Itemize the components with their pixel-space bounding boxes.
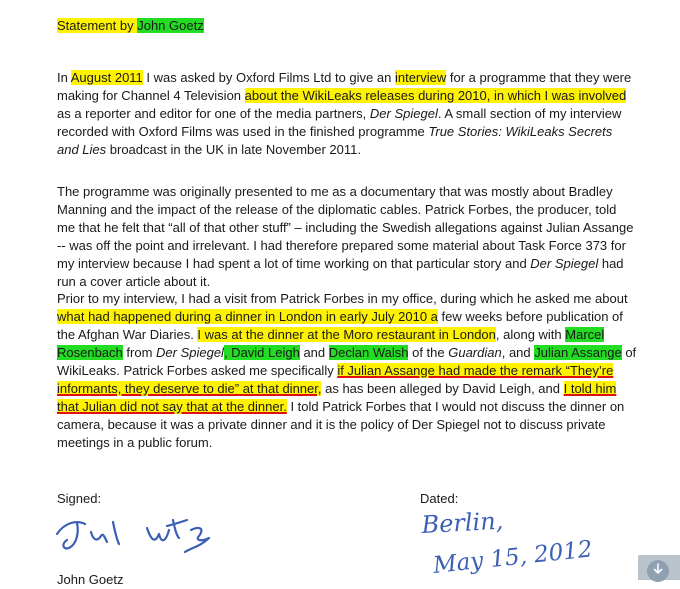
p1-text: In (57, 70, 71, 85)
handwritten-date-text: May 15, 2012 (431, 536, 594, 579)
paragraph-intro (57, 69, 637, 159)
handwritten-place: Berlin, (420, 506, 504, 539)
title-prefix: Statement by (57, 18, 138, 33)
p1-text: broadcast in the UK in late November 2011. (106, 142, 362, 157)
scroll-down-button[interactable] (638, 555, 680, 580)
p3-text: I told Patrick Forbes that I would not discuss the dinner on camera, because it was a private dinner and it is the policy of Der Spiegel not to discuss private meetings in a public forum. (57, 399, 625, 450)
p3-text: , and (501, 345, 535, 360)
p3-highlight-moro-restaurant: I was at the dinner at the Moro restaurant in London (197, 327, 496, 342)
handwritten-signature (55, 508, 220, 560)
statement-title (57, 16, 204, 36)
p3-text: Prior to my interview, I had a visit from Patrick Forbes in my office, during which he asked me about (57, 291, 628, 306)
p1-text: I was asked by Oxford Films Ltd to give an (142, 70, 395, 85)
p1-italic-der-spiegel: Der Spiegel (369, 106, 438, 121)
p3-highlight-did-not-say: I told him that Julian did not say that at the dinner. (57, 381, 617, 414)
p2-text: had run a cover article about it. (57, 256, 624, 289)
p3-green-julian-assange: Julian Assange (534, 345, 622, 360)
p3-highlight-dinner-question: what had happened during a dinner in London in early July 2010 a (57, 309, 438, 324)
p3-highlight-remark-question: if Julian Assange had made the remark “They’re informants, they deserve to die” at that dinner, (57, 363, 614, 396)
p3-green-marcel-rosenbach: Marcel Rosenbach (57, 327, 605, 360)
signatory-name: John Goetz (57, 572, 124, 587)
dated-label: Dated: (420, 491, 459, 506)
title-author-name: John Goetz (137, 18, 204, 33)
p3-text: from (122, 345, 157, 360)
paragraph-dinner (57, 290, 637, 452)
p3-text: of the (408, 345, 449, 360)
p1-text: for a programme that they were making for Channel 4 Television (57, 70, 632, 103)
p1-text: . A small section of my interview recorded with Oxford Films was used in the finished programme (57, 106, 622, 139)
p1-highlight-wikileaks: about the WikiLeaks releases during 2010, in which I was involved (244, 88, 627, 103)
p3-green-david-leigh: , David Leigh (223, 345, 300, 360)
p2-italic-der-spiegel: Der Spiegel (530, 256, 599, 271)
p1-highlight-interview: interview (394, 70, 447, 85)
paragraph-programme (57, 183, 637, 291)
p3-text: and (299, 345, 329, 360)
p3-italic-der-spiegel: Der Spiegel (156, 345, 224, 360)
p3-text: as has been alleged by David Leigh, and (321, 381, 564, 396)
p1-text: as a reporter and editor for one of the media partners, (57, 106, 370, 121)
signed-label: Signed: (57, 491, 102, 506)
p3-text: few weeks before publication of the Afghan War Diaries. (57, 309, 623, 342)
arrow-down-icon (653, 563, 663, 575)
p3-italic-guardian: Guardian (448, 345, 502, 360)
p3-green-declan-walsh: Declan Walsh (328, 345, 409, 360)
p1-highlight-date: August 2011 (70, 70, 143, 85)
p3-text: , along with (495, 327, 566, 342)
p1-italic-programme-title: True Stories: WikiLeaks Secrets and Lies (57, 124, 613, 157)
handwritten-date (412, 505, 627, 580)
p3-text: of WikiLeaks. Patrick Forbes asked me specifically (57, 345, 637, 378)
p2-text: The programme was originally presented to me as a documentary that was mostly about Bradley Manning and the impact of the release of the diplomatic cables. Patrick Forbes, the producer, told me that he felt that “all of that other stuff” – including the Swedish allegations against Julian Assange -- was off the point and irrelevant. I had therefore prepared some material about Task Force 373 for my interview because I had spent a lot of time working on that particular story and (57, 184, 634, 271)
